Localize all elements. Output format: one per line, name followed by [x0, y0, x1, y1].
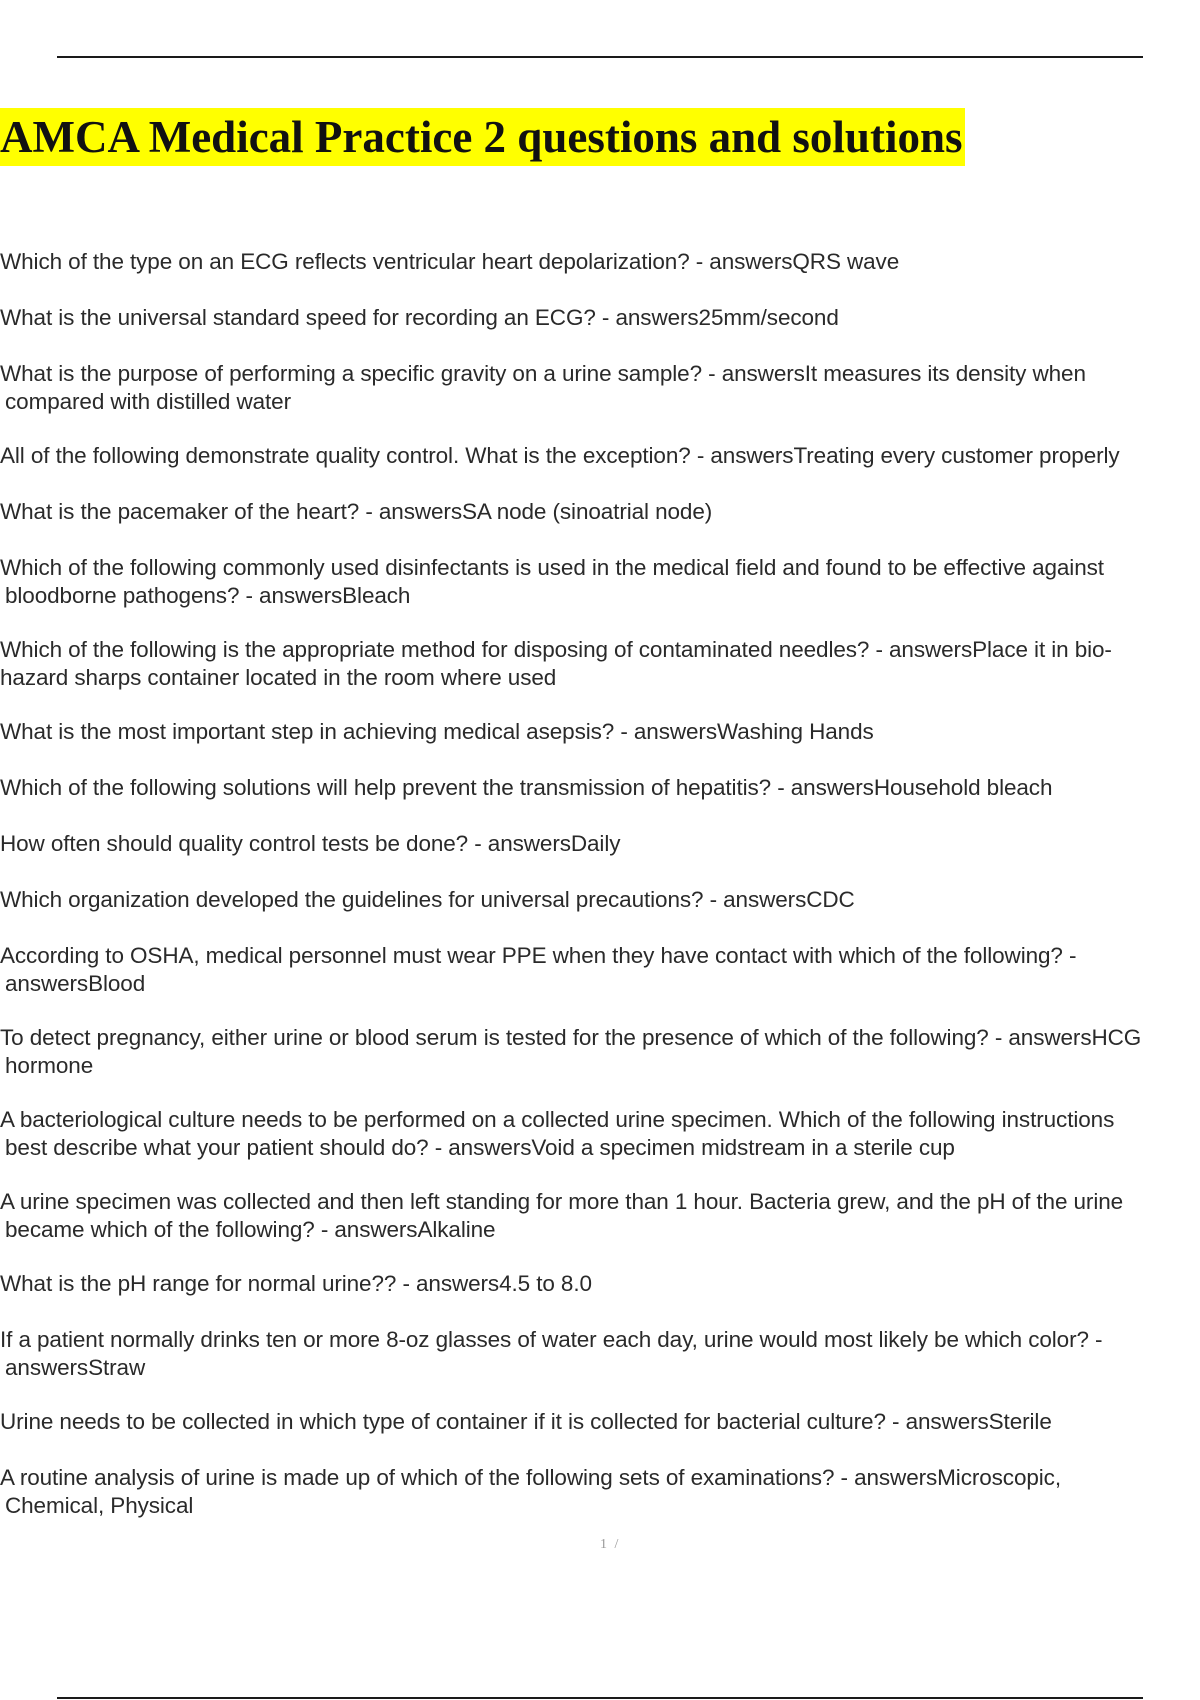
- qa-item-2: [0, 304, 1200, 332]
- qa-text: What is the pacemaker of the heart? - answersSA node (sinoatrial node): [0, 499, 713, 524]
- document-title: AMCA Medical Practice 2 questions and solutions: [0, 108, 965, 166]
- qa-text-continued: answersBlood: [5, 971, 146, 996]
- qa-text: What is the most important step in achieving medical asepsis? - answersWashing Hands: [0, 719, 874, 744]
- qa-text: A urine specimen was collected and then left standing for more than 1 hour. Bacteria grew, and the pH of the urine: [0, 1189, 1124, 1214]
- qa-item-4: [0, 442, 1200, 470]
- qa-text: All of the following demonstrate quality control. What is the exception? - answersTreating every customer properly: [0, 443, 1120, 468]
- qa-text: What is the pH range for normal urine?? - answers4.5 to 8.0: [0, 1271, 592, 1296]
- title-block: [0, 108, 965, 166]
- qa-text-continued: hormone: [5, 1053, 94, 1078]
- qa-text: Urine needs to be collected in which type of container if it is collected for bacterial culture? - answersSterile: [0, 1409, 1052, 1434]
- qa-text: A routine analysis of urine is made up of which of the following sets of examinations? - answersMicroscopic,: [0, 1465, 1061, 1490]
- qa-text-continued: best describe what your patient should do? - answersVoid a specimen midstream in a sterile cup: [5, 1135, 955, 1160]
- qa-text: According to OSHA, medical personnel must wear PPE when they have contact with which of the following? -: [0, 943, 1077, 968]
- qa-text: Which organization developed the guidelines for universal precautions? - answersCDC: [0, 887, 855, 912]
- qa-item-15: [0, 1188, 1200, 1244]
- qa-item-19: [0, 1464, 1200, 1520]
- qa-text: Which of the following is the appropriate method for disposing of contaminated needles? - answersPlace it in bio-: [0, 637, 1112, 662]
- page-number: 1 /: [600, 1537, 621, 1552]
- qa-text: A bacteriological culture needs to be performed on a collected urine specimen. Which of the following instructions: [0, 1107, 1115, 1132]
- qa-text: Which of the following commonly used disinfectants is used in the medical field and found to be effective against: [0, 555, 1104, 580]
- qa-item-6: [0, 554, 1200, 610]
- qa-item-9: [0, 774, 1200, 802]
- qa-item-5: [0, 498, 1200, 526]
- qa-item-7: [0, 636, 1200, 692]
- top-divider: [57, 56, 1143, 58]
- qa-text-continued: bloodborne pathogens? - answersBleach: [5, 583, 411, 608]
- qa-item-18: [0, 1408, 1200, 1436]
- qa-item-16: [0, 1270, 1200, 1298]
- qa-item-13: [0, 1024, 1200, 1080]
- qa-text: How often should quality control tests be done? - answersDaily: [0, 831, 621, 856]
- qa-item-10: [0, 830, 1200, 858]
- qa-text: To detect pregnancy, either urine or blood serum is tested for the presence of which of the following? - answersHCG: [0, 1025, 1142, 1050]
- qa-text: If a patient normally drinks ten or more 8-oz glasses of water each day, urine would most likely be which color? -: [0, 1327, 1103, 1352]
- qa-item-12: [0, 942, 1200, 998]
- qa-text-continued: answersStraw: [5, 1355, 146, 1380]
- bottom-divider: [57, 1697, 1143, 1699]
- qa-item-14: [0, 1106, 1200, 1162]
- qa-item-11: [0, 886, 1200, 914]
- qa-item-3: [0, 360, 1200, 416]
- qa-text-continued: compared with distilled water: [5, 389, 291, 414]
- qa-text-continued: Chemical, Physical: [5, 1493, 194, 1518]
- qa-text-continued: became which of the following? - answersAlkaline: [5, 1217, 496, 1242]
- qa-text: Which of the following solutions will help prevent the transmission of hepatitis? - answersHousehold bleach: [0, 775, 1053, 800]
- qa-text: Which of the type on an ECG reflects ventricular heart depolarization? - answersQRS wave: [0, 249, 900, 274]
- qa-item-17: [0, 1326, 1200, 1382]
- qa-text: What is the purpose of performing a specific gravity on a urine sample? - answersIt measures its density when: [0, 361, 1086, 386]
- qa-list: [0, 248, 1200, 1546]
- qa-item-8: [0, 718, 1200, 746]
- qa-text-continued: hazard sharps container located in the room where used: [0, 665, 557, 690]
- qa-text: What is the universal standard speed for recording an ECG? - answers25mm/second: [0, 305, 839, 330]
- qa-item-1: [0, 248, 1200, 276]
